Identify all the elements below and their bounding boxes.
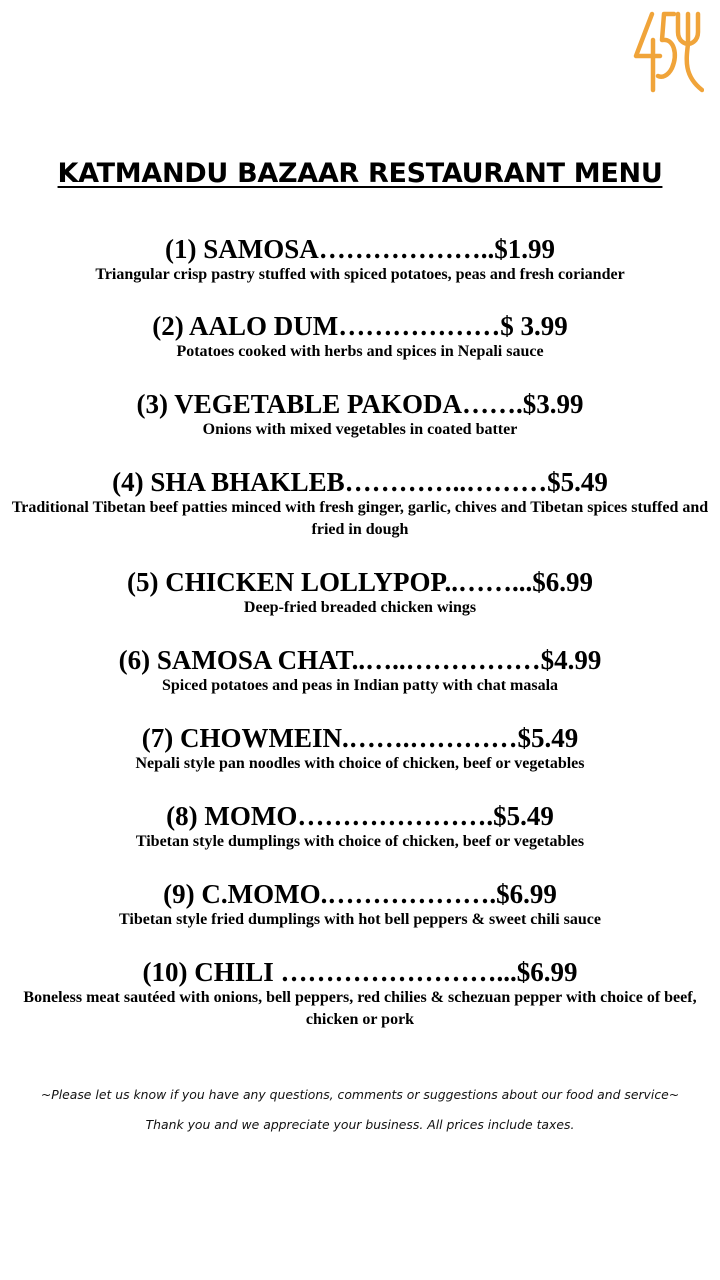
menu-item-description: Spiced potatoes and peas in Indian patty with chat masala: [161, 677, 559, 694]
menu-item-name: (2) AALO DUM………………$ 3.99: [152, 311, 568, 341]
fork-and-number-logo-icon: [632, 10, 704, 94]
menu-item-name: (7) CHOWMEIN.…….…………$5.49: [141, 723, 579, 753]
menu-item-description: Traditional Tibetan beef patties minced with fresh ginger, garlic, chives and Tibetan spices stuffed and fried in dough: [11, 499, 709, 538]
menu-item-name: (9) C.MOMO.……………….$6.99: [163, 879, 557, 909]
menu-item-description: Triangular crisp pastry stuffed with spiced potatoes, peas and fresh coriander: [95, 266, 625, 283]
menu-item: [0, 234, 720, 286]
menu-item-description: Tibetan style dumplings with choice of chicken, beef or vegetables: [135, 833, 585, 850]
menu-item-name: (6) SAMOSA CHAT..…..……………$4.99: [118, 645, 602, 675]
footer-thanks: Thank you and we appreciate your business. All prices include taxes.: [145, 1117, 575, 1132]
menu-item-description: Potatoes cooked with herbs and spices in Nepali sauce: [176, 343, 544, 360]
menu-item: [0, 389, 720, 441]
menu-item-name: (8) MOMO………………….$5.49: [166, 801, 554, 831]
menu-item-name: (5) CHICKEN LOLLYPOP..……...$6.99: [126, 567, 594, 597]
menu-item-name: (1) SAMOSA………………..$1.99: [165, 234, 555, 264]
menu-item: [0, 467, 720, 541]
menu-item-description: Onions with mixed vegetables in coated batter: [202, 421, 518, 438]
menu-item: [0, 879, 720, 931]
menu-title: KATMANDU BAZAAR RESTAURANT MENU: [57, 158, 663, 189]
menu-item: [0, 957, 720, 1031]
menu-item-description: Tibetan style fried dumplings with hot bell peppers & sweet chili sauce: [119, 911, 601, 928]
menu-item: [0, 801, 720, 853]
menu-item: [0, 723, 720, 775]
menu-item: [0, 645, 720, 697]
menu-item: [0, 311, 720, 363]
menu-item-description: Boneless meat sautéed with onions, bell peppers, red chilies & schezuan pepper with choice of beef, chicken or pork: [23, 989, 697, 1028]
menu-item-description: Nepali style pan noodles with choice of chicken, beef or vegetables: [135, 755, 585, 772]
menu-item: [0, 567, 720, 619]
menu-item-name: (10) CHILI ……………………...$6.99: [142, 957, 578, 987]
menu-item-name: (4) SHA BHAKLEB…………..………$5.49: [112, 467, 608, 497]
footer-note: ~Please let us know if you have any questions, comments or suggestions about our food and service~: [40, 1087, 680, 1102]
menu-item-description: Deep-fried breaded chicken wings: [243, 599, 477, 616]
menu-item-name: (3) VEGETABLE PAKODA…….$3.99: [136, 389, 584, 419]
